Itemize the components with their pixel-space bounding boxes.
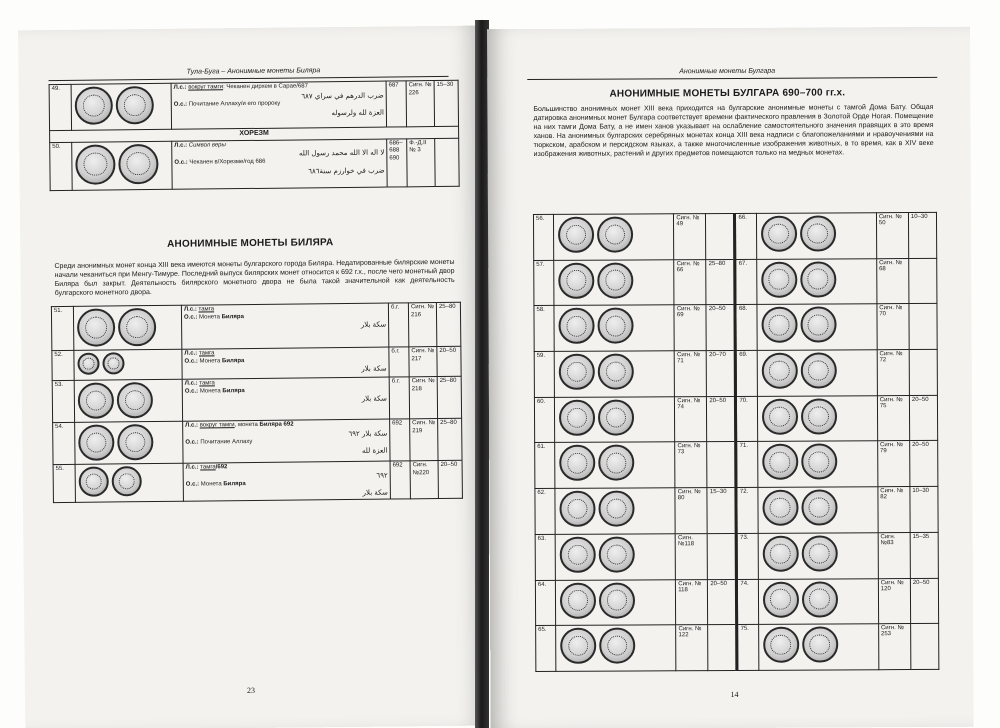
coin-obverse-image bbox=[560, 537, 596, 573]
price-value bbox=[909, 304, 937, 350]
arabic-inscription: سكة بلار bbox=[362, 488, 388, 497]
right-running-head: Анонимные монеты Булгара bbox=[679, 67, 776, 76]
arabic-inscription: سكة بلار bbox=[360, 320, 387, 329]
coin-images bbox=[757, 395, 878, 441]
coin-obverse-image bbox=[761, 261, 797, 297]
reverse-legend-bold: Биляра bbox=[223, 481, 246, 488]
reverse-legend: Монета bbox=[199, 313, 222, 321]
table-row bbox=[533, 212, 936, 260]
price-value: 20–50 bbox=[910, 578, 938, 624]
coin-images bbox=[72, 141, 172, 190]
price-value: 10–30 bbox=[908, 212, 936, 258]
year-cell: 686–688 690 bbox=[387, 139, 408, 187]
coin-reverse-image bbox=[800, 261, 836, 297]
coin-obverse-image bbox=[78, 382, 114, 418]
bilyar-coin-table bbox=[51, 302, 463, 503]
obverse-label: Л.с.: bbox=[184, 380, 198, 387]
price-value: 25–80 bbox=[438, 418, 462, 460]
coin-reverse-image bbox=[102, 352, 124, 374]
coin-obverse-image bbox=[762, 490, 798, 526]
table-row bbox=[49, 80, 458, 130]
price-value bbox=[706, 213, 734, 259]
coin-reverse-image bbox=[112, 466, 142, 496]
table-row bbox=[535, 532, 938, 580]
year-cell: 687 bbox=[386, 81, 406, 127]
coin-description bbox=[181, 303, 388, 349]
row-number: 69. bbox=[737, 350, 757, 396]
table-row bbox=[52, 376, 461, 422]
coin-obverse-image bbox=[77, 353, 99, 375]
coin-reverse-image bbox=[599, 628, 635, 664]
page-number: 23 bbox=[246, 685, 255, 696]
row-number: 56. bbox=[533, 214, 553, 260]
coin-reverse-image bbox=[800, 215, 836, 251]
catalog-ref: Сигн. № 120 bbox=[878, 578, 910, 624]
coin-reverse-image bbox=[116, 86, 154, 124]
section-title-bilyar: АНОНИМНЫЕ МОНЕТЫ БИЛЯРА bbox=[167, 237, 334, 250]
coin-grid-table bbox=[533, 212, 939, 672]
obverse-label: Л.с.: bbox=[184, 350, 198, 357]
year-cell: 692 bbox=[390, 461, 410, 499]
price-value: 15–35 bbox=[910, 532, 938, 578]
coin-reverse-image bbox=[599, 536, 635, 572]
table-row bbox=[535, 578, 938, 626]
obverse-legend: /692 bbox=[215, 464, 228, 471]
obverse-legend-underlined: тамга bbox=[198, 306, 215, 313]
coin-obverse-image bbox=[559, 491, 595, 527]
row-number: 74. bbox=[738, 579, 758, 625]
coin-reverse-image bbox=[801, 581, 837, 617]
row-number: 75. bbox=[738, 625, 758, 671]
price-value bbox=[708, 625, 736, 671]
coin-obverse-image bbox=[762, 444, 798, 480]
coin-images bbox=[758, 624, 879, 670]
table-row bbox=[53, 460, 462, 502]
obverse-legend: Символ веры bbox=[188, 141, 226, 149]
coin-description bbox=[182, 347, 389, 379]
row-number: 72. bbox=[737, 487, 757, 533]
row-number: 49. bbox=[49, 84, 71, 130]
coin-reverse-image bbox=[117, 424, 153, 460]
coin-images bbox=[556, 625, 677, 671]
arabic-inscription: ضرب في خوارزم سنة٦٨٦ bbox=[308, 166, 385, 175]
price-value bbox=[909, 258, 937, 304]
coin-images bbox=[74, 379, 182, 422]
price-value: 15–30 bbox=[707, 488, 735, 534]
catalog-ref: Сигн. № 253 bbox=[878, 624, 910, 670]
table-row bbox=[536, 624, 939, 672]
coin-reverse-image bbox=[800, 398, 836, 434]
reverse-legend: Почитание Аллаху bbox=[200, 439, 253, 446]
coin-reverse-image bbox=[118, 308, 156, 346]
row-number: 65. bbox=[536, 626, 556, 672]
coin-images bbox=[75, 421, 183, 464]
reverse-legend: Чеканен в/Хорезме/год 686 bbox=[189, 158, 266, 166]
year-cell: б.г. bbox=[388, 303, 408, 347]
arabic-inscription: سكة بلار ٦٩٢ bbox=[348, 429, 388, 438]
coin-reverse-image bbox=[117, 382, 153, 418]
coin-images bbox=[73, 305, 181, 350]
arabic-inscription: العزة لله ولرسوله bbox=[331, 108, 384, 117]
coin-obverse-image bbox=[761, 353, 797, 389]
coin-obverse-image bbox=[762, 581, 798, 617]
left-page bbox=[18, 26, 485, 728]
catalog-ref: Сигн. № 50 bbox=[876, 213, 908, 259]
row-number: 64. bbox=[535, 580, 555, 626]
year-cell: 692 bbox=[390, 419, 410, 461]
row-number: 60. bbox=[534, 397, 554, 443]
coin-reverse-image bbox=[598, 354, 634, 390]
coin-obverse-image bbox=[77, 308, 115, 346]
table-row bbox=[53, 418, 462, 464]
obverse-label: Л.с.: bbox=[174, 142, 188, 149]
price-value: 10–30 bbox=[910, 487, 938, 533]
price-value: 20–50 bbox=[706, 305, 734, 351]
section-title-bulgar: АНОНИМНЫЕ МОНЕТЫ БУЛГАРА 690–700 гг.х. bbox=[609, 87, 846, 100]
catalog-ref: Сигн. № 80 bbox=[675, 488, 707, 534]
coin-reverse-image bbox=[118, 144, 158, 184]
price-value: 20–50 bbox=[910, 441, 938, 487]
reverse-legend: Монета bbox=[200, 481, 224, 488]
coin-obverse-image bbox=[559, 445, 595, 481]
table-row bbox=[535, 441, 938, 489]
coin-obverse-image bbox=[560, 582, 596, 618]
price-value bbox=[909, 349, 937, 395]
coin-obverse-image bbox=[560, 628, 596, 664]
reverse-legend-bold: Биляра bbox=[221, 313, 244, 320]
coin-images bbox=[554, 351, 675, 397]
price-value: 20–50 bbox=[437, 346, 461, 376]
price-value bbox=[707, 442, 735, 488]
coin-obverse-image bbox=[761, 216, 797, 252]
obverse-label: Л.с.: bbox=[183, 306, 197, 313]
table-row bbox=[534, 395, 937, 443]
coin-images bbox=[554, 397, 675, 443]
row-number: 54. bbox=[53, 422, 75, 464]
coin-images bbox=[74, 349, 182, 380]
coin-images bbox=[75, 463, 183, 502]
catalog-ref: Сигн. № 122 bbox=[676, 625, 708, 671]
coin-reverse-image bbox=[599, 582, 635, 618]
reverse-label: О.с.: bbox=[185, 439, 199, 446]
coin-description bbox=[172, 139, 387, 189]
intro-paragraph: Большинство анонимных монет XIII века приходится на булгарские анонимные монеты с тамгой Дома Бату. Общая датировка анонимных монет Булгара соответствует времени фактического правления в Золотой Орде Ногая. Помещение на них тамги Дома Бату, а не имен ханов указывает на ослабление самостоятельного значения правящих в это время ханов. На анонимных булгарских серебряных монетах конца XIII века надписи с благопожеланиями и нравоучениями на тюркском, арабском и персидском языках, а также многочисленные изображения животных, в то время, как в XIV веке изображения животных, растений и других предметов помещаются только на медных монетах. bbox=[533, 103, 934, 159]
catalog-ref: Сигн. № 68 bbox=[877, 258, 909, 304]
coin-images bbox=[758, 578, 879, 624]
price-value: 20–50 bbox=[438, 460, 462, 498]
row-number: 53. bbox=[52, 380, 74, 422]
coin-images bbox=[756, 304, 877, 350]
coin-description bbox=[171, 81, 386, 129]
price-value: 25–80 bbox=[436, 302, 460, 346]
catalog-ref: Сигн. № 82 bbox=[878, 487, 910, 533]
obverse-legend-underlined: тамга bbox=[198, 350, 215, 357]
coin-obverse-image bbox=[559, 354, 595, 390]
obverse-label: Л.с.: bbox=[185, 422, 199, 429]
catalog-ref: Сигн. № 71 bbox=[675, 351, 707, 397]
reverse-label: О.с.: bbox=[185, 481, 200, 488]
price-value: 20–50 bbox=[708, 579, 736, 625]
reverse-legend-bold: Биляра bbox=[222, 387, 245, 394]
coin-obverse-image bbox=[762, 535, 798, 571]
right-page bbox=[487, 27, 974, 728]
coin-reverse-image bbox=[597, 217, 633, 253]
obverse-legend: , монета bbox=[234, 421, 260, 429]
coin-obverse-image bbox=[763, 627, 799, 663]
row-number: 50. bbox=[50, 142, 73, 190]
row-number: 55. bbox=[53, 464, 75, 502]
row-number: 71. bbox=[737, 442, 757, 488]
coin-images bbox=[757, 487, 878, 533]
year-cell: б.г. bbox=[389, 347, 409, 377]
price-value bbox=[708, 533, 736, 579]
row-number: 58. bbox=[534, 306, 554, 352]
bulgar-coin-grid bbox=[533, 212, 939, 672]
year-cell: б.г. bbox=[389, 377, 409, 419]
coin-description bbox=[183, 419, 390, 463]
catalog-ref: Сигн. № 218 bbox=[409, 377, 437, 419]
coin-obverse-image bbox=[558, 262, 594, 298]
coin-obverse-image bbox=[78, 424, 114, 460]
row-number: 70. bbox=[737, 396, 757, 442]
coin-reverse-image bbox=[802, 627, 838, 663]
row-number: 68. bbox=[736, 305, 756, 351]
catalog-ref: Сигн. № 69 bbox=[674, 305, 706, 351]
price-value: 25–80 bbox=[437, 376, 461, 418]
coin-description bbox=[183, 461, 390, 501]
top-coin-table bbox=[49, 80, 460, 191]
arabic-inscription: العزة لله bbox=[361, 446, 388, 455]
catalog-ref: Сигн. № 217 bbox=[409, 347, 437, 377]
table-row bbox=[50, 138, 459, 190]
row-number: 62. bbox=[535, 489, 555, 535]
table-row bbox=[534, 349, 937, 397]
catalog-ref: Сигн. №220 bbox=[410, 461, 438, 499]
reverse-legend: Почитание Аллаху/и его пророку bbox=[188, 100, 281, 108]
catalog-ref: Сигн. № 70 bbox=[877, 304, 909, 350]
coin-images bbox=[554, 305, 675, 351]
price-value: 20–50 bbox=[909, 395, 937, 441]
header-rule bbox=[527, 77, 937, 80]
coin-reverse-image bbox=[598, 445, 634, 481]
obverse-label: Л.с.: bbox=[173, 84, 187, 91]
coin-reverse-image bbox=[598, 491, 634, 527]
coin-reverse-image bbox=[598, 399, 634, 435]
reverse-label: О.с.: bbox=[173, 101, 188, 109]
coin-reverse-image bbox=[801, 535, 837, 571]
table-row bbox=[534, 304, 937, 352]
row-number: 66. bbox=[736, 213, 756, 259]
obverse-legend-underlined: тамга bbox=[199, 380, 215, 387]
catalog-ref: Сигн. № 72 bbox=[877, 350, 909, 396]
price-value: 15–30 bbox=[434, 80, 458, 126]
coin-obverse-image bbox=[79, 466, 109, 496]
catalog-ref: Сигн. № 74 bbox=[675, 396, 707, 442]
arabic-inscription: ٦٩٢ bbox=[376, 471, 388, 480]
obverse-legend-underlined: тамга bbox=[200, 464, 216, 471]
catalog-ref: Сигн. № 66 bbox=[674, 259, 706, 305]
catalog-ref: Ф.-Д.II № 3 bbox=[407, 138, 436, 186]
coin-images bbox=[554, 259, 675, 305]
reverse-label: О.с.: bbox=[184, 358, 198, 365]
obverse-legend-bold: Биляра 692 bbox=[259, 421, 294, 428]
coin-images bbox=[757, 350, 878, 396]
coin-obverse-image bbox=[761, 398, 797, 434]
arabic-inscription: سكة بلار bbox=[361, 364, 387, 373]
reverse-label: О.с.: bbox=[183, 314, 198, 321]
catalog-ref: Сигн. № 118 bbox=[676, 579, 708, 625]
catalog-ref: Сигн. № 216 bbox=[408, 303, 436, 347]
reverse-label: О.с.: bbox=[184, 388, 199, 395]
row-number: 73. bbox=[738, 533, 758, 579]
coin-images bbox=[555, 488, 676, 534]
reverse-legend-bold: Биляра bbox=[222, 357, 245, 364]
coin-images bbox=[758, 533, 879, 579]
obverse-legend-underlined: вокруг тамги bbox=[188, 84, 224, 91]
table-row bbox=[535, 487, 938, 535]
obverse-label: Л.с.: bbox=[185, 464, 199, 471]
coin-reverse-image bbox=[597, 262, 633, 298]
reverse-label: О.с.: bbox=[174, 159, 188, 166]
coin-obverse-image bbox=[559, 308, 595, 344]
catalog-ref: Сигн. № 49 bbox=[674, 214, 706, 260]
catalog-ref: Сигн. № 73 bbox=[675, 442, 707, 488]
price-value: 20–70 bbox=[707, 351, 735, 397]
coin-images bbox=[554, 214, 675, 260]
row-number: 67. bbox=[736, 259, 756, 305]
arabic-inscription: سكة بلار bbox=[361, 394, 387, 403]
row-number: 63. bbox=[535, 534, 555, 580]
coin-obverse-image bbox=[75, 144, 115, 184]
coin-images bbox=[756, 213, 877, 259]
coin-obverse-image bbox=[558, 217, 594, 253]
intro-paragraph: Среди анонимных монет конца XIII века имеются монеты булгарского города Биляра. Недатированные билярские монеты начали чеканиться при Менгу-Тимуре. Последний выпуск билярских монет относится к 692 г.х., после чего монетный двор Биляра был закрыт. Деятельность билярского монетного двора не была такой значительной как деятельность булгарского монетного двора. bbox=[54, 258, 455, 298]
row-number: 59. bbox=[534, 351, 554, 397]
coin-description bbox=[182, 377, 389, 421]
reverse-legend: Монета bbox=[199, 387, 223, 395]
catalog-ref: Сигн. №118 bbox=[675, 533, 707, 579]
catalog-ref: Сигн. № 219 bbox=[410, 419, 438, 461]
row-number: 52. bbox=[52, 350, 74, 380]
row-number: 57. bbox=[534, 260, 554, 306]
page-number: 14 bbox=[730, 689, 739, 699]
coin-reverse-image bbox=[801, 490, 837, 526]
catalog-ref: Сигн. № 75 bbox=[877, 395, 909, 441]
table-row bbox=[51, 302, 460, 350]
price-value bbox=[911, 624, 939, 670]
left-running-head: Тула-Буга – Анонимные монеты Биляра bbox=[186, 67, 321, 76]
coin-images bbox=[757, 441, 878, 487]
arabic-inscription: ضرب الدرهم في سراي ٦٨٧ bbox=[301, 91, 384, 100]
section-khorezm: ХОРЕЗМ bbox=[50, 126, 459, 142]
catalog-ref: Сигн. № 226 bbox=[406, 81, 434, 127]
coin-reverse-image bbox=[800, 307, 836, 343]
coin-reverse-image bbox=[800, 353, 836, 389]
coin-obverse-image bbox=[559, 399, 595, 435]
reverse-legend: Монета bbox=[199, 357, 223, 365]
coin-obverse-image bbox=[761, 307, 797, 343]
row-number: 51. bbox=[51, 306, 73, 350]
coin-images bbox=[555, 442, 676, 488]
row-number: 61. bbox=[535, 443, 555, 489]
price-value bbox=[435, 138, 460, 186]
table-row bbox=[534, 258, 937, 306]
coin-images bbox=[71, 83, 171, 130]
obverse-legend: : Чеканен дирхем в Сарае/687 bbox=[223, 83, 308, 91]
price-value: 25–80 bbox=[706, 259, 734, 305]
coin-images bbox=[555, 579, 676, 625]
coin-reverse-image bbox=[598, 308, 634, 344]
coin-images bbox=[555, 534, 676, 580]
arabic-inscription: لا اله الا الله محمد رسول الله bbox=[298, 148, 385, 158]
table-row bbox=[52, 346, 461, 380]
coin-images bbox=[756, 258, 877, 304]
coin-obverse-image bbox=[75, 86, 113, 124]
catalog-ref: Сигн. №83 bbox=[878, 532, 910, 578]
obverse-legend-underlined: вокруг тамги bbox=[199, 422, 235, 429]
price-value: 20–50 bbox=[707, 396, 735, 442]
catalog-ref: Сигн. № 79 bbox=[877, 441, 909, 487]
coin-reverse-image bbox=[801, 444, 837, 480]
